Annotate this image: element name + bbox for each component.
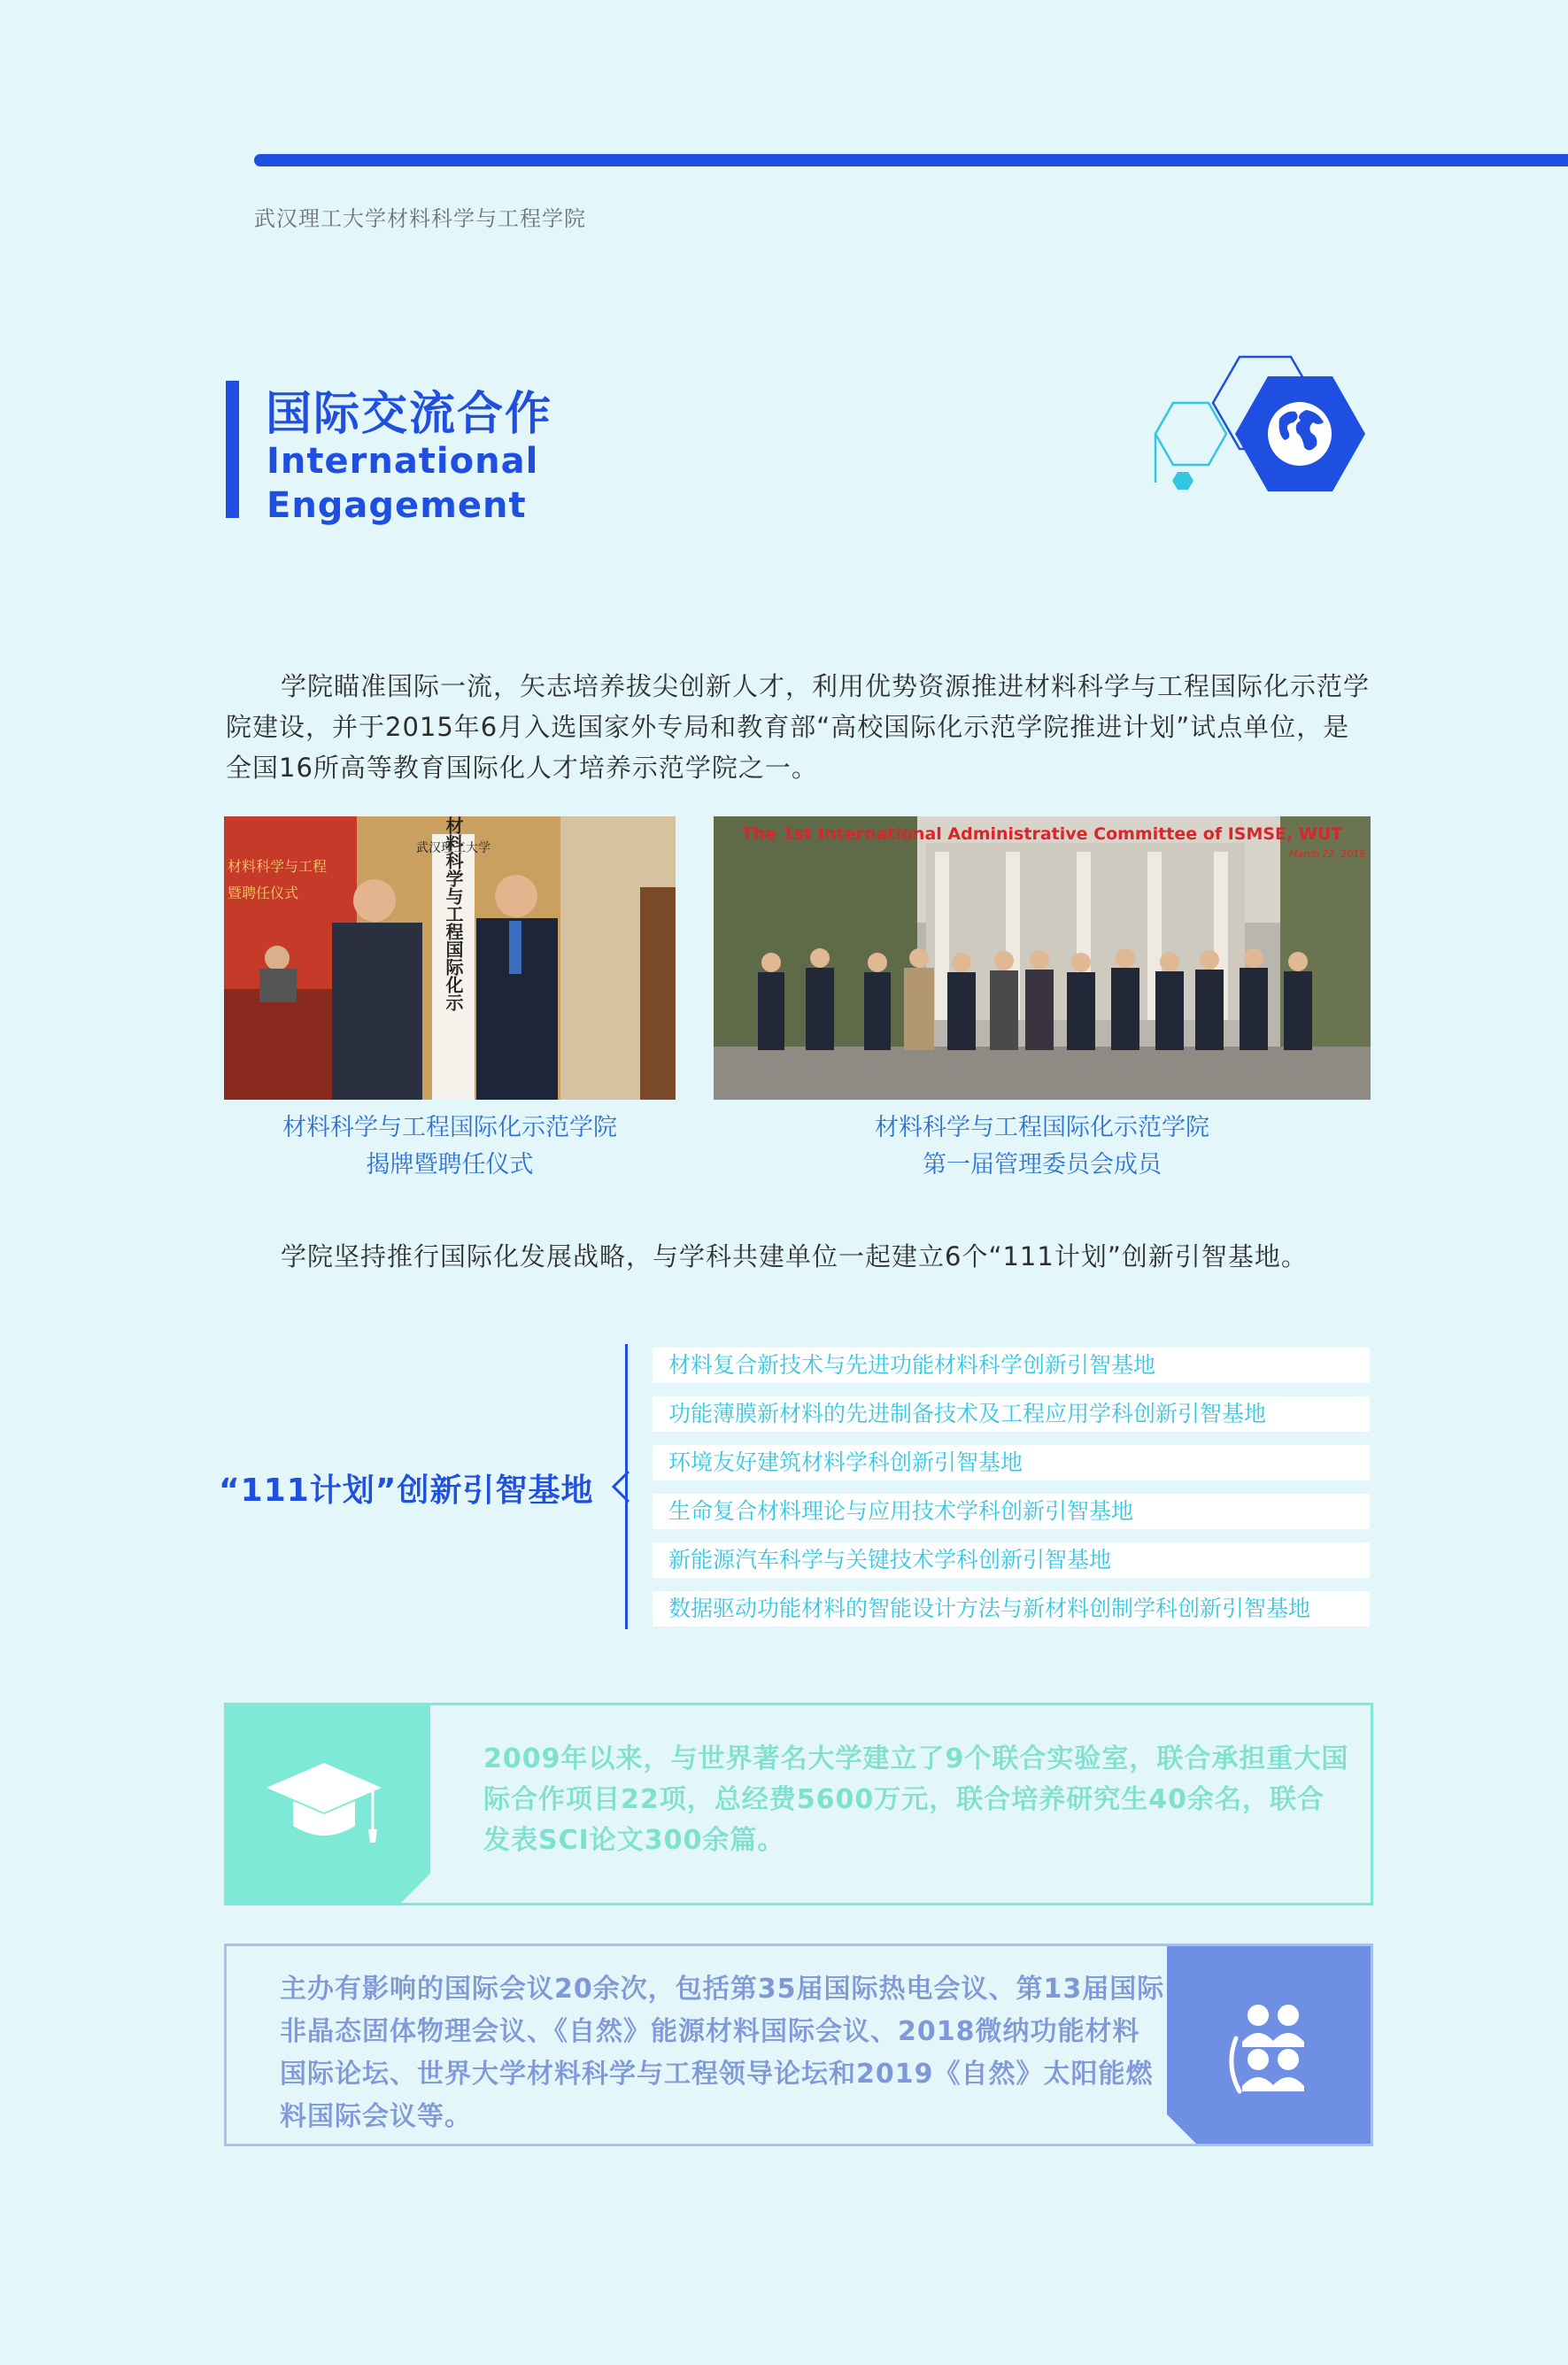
photo1-caption [184, 1109, 715, 1184]
committee-group-photo [714, 816, 1371, 1100]
globe-icon [1133, 350, 1381, 527]
section-title-cn: 国际交流合作 [266, 388, 553, 441]
plan-111-item: 生命复合材料理论与应用技术学科创新引智基地 [653, 1494, 1370, 1529]
section-title-en-line2: Engagement [266, 485, 527, 526]
plan-111-list [653, 1348, 1370, 1640]
bracket-chevron-icon [611, 1470, 630, 1503]
photo1-caption-line2: 揭牌暨聘任仪式 [366, 1151, 534, 1179]
photo2-caption-line1: 材料科学与工程国际化示范学院 [875, 1114, 1209, 1141]
photo2-caption [714, 1109, 1371, 1184]
plan-111-item: 数据驱动功能材料的智能设计方法与新材料创制学科创新引智基地 [653, 1591, 1370, 1627]
section-title-en-line1: International [266, 441, 539, 482]
sign-top-text: 武汉理工大学 [416, 841, 490, 855]
graduation-cap-icon [227, 1705, 430, 1903]
photo1-caption-line1: 材料科学与工程国际化示范学院 [282, 1114, 617, 1141]
cooperation-box [224, 1703, 1373, 1905]
banner-date: March 22, 2016 [1289, 848, 1366, 860]
plan-111-item: 新能源汽车科学与关键技术学科创新引智基地 [653, 1542, 1370, 1578]
top-rule [254, 154, 1568, 166]
strategy-paragraph: 学院坚持推行国际化发展战略，与学科共建单位一起建立6个“111计划”创新引智基地。 [281, 1241, 1308, 1271]
plan-111-item: 材料复合新技术与先进功能材料科学创新引智基地 [653, 1348, 1370, 1383]
cooperation-text: 2009年以来，与世界著名大学建立了9个联合实验室，联合承担重大国际合作项目22项，总经费5600万元，联合培养研究生40余名，联合发表SCI论文300余篇。 [483, 1743, 1349, 1856]
plan-111-item: 功能薄膜新材料的先进制备技术及工程应用学科创新引智基地 [653, 1396, 1370, 1432]
conferences-box [224, 1944, 1373, 2146]
photo2-caption-line2: 第一届管理委员会成员 [923, 1151, 1162, 1179]
conferences-text: 主办有影响的国际会议20余次，包括第35届国际热电会议、第13届国际非晶态固体物理会议、《自然》能源材料国际会议、2018微纳功能材料国际论坛、世界大学材料科学与工程领导论坛和2019《自然》太阳能燃料国际会议等。 [280, 1974, 1165, 2132]
banner-title: The 1st International Administrative Committee of ISMSE, WUT [741, 824, 1343, 844]
school-name: 武汉理工大学材料科学与工程学院 [254, 206, 586, 231]
plaque-ceremony-photo [224, 816, 676, 1100]
sign-vertical-text [443, 816, 464, 1012]
plan-111-item: 环境友好建筑材料学科创新引智基地 [653, 1445, 1370, 1480]
svg-text:材料科学与工程国际化示: 材料科学与工程国际化示 [443, 816, 464, 1011]
backdrop-text-2: 暨聘任仪式 [228, 885, 299, 901]
backdrop-text-1: 材料科学与工程 [228, 858, 328, 875]
title-accent-bar [226, 381, 239, 518]
plan-111-title: “111计划”创新引智基地 [219, 1472, 594, 1509]
intro-paragraph: 学院瞄准国际一流，矢志培养拔尖创新人才，利用优势资源推进材料科学与工程国际化示范学院建设，并于2015年6月入选国家外专局和教育部“高校国际化示范学院推进计划”试点单位，是全国16所高等教育国际化人才培养示范学院之一。 [226, 671, 1371, 783]
group-people-icon [1167, 1946, 1371, 2144]
